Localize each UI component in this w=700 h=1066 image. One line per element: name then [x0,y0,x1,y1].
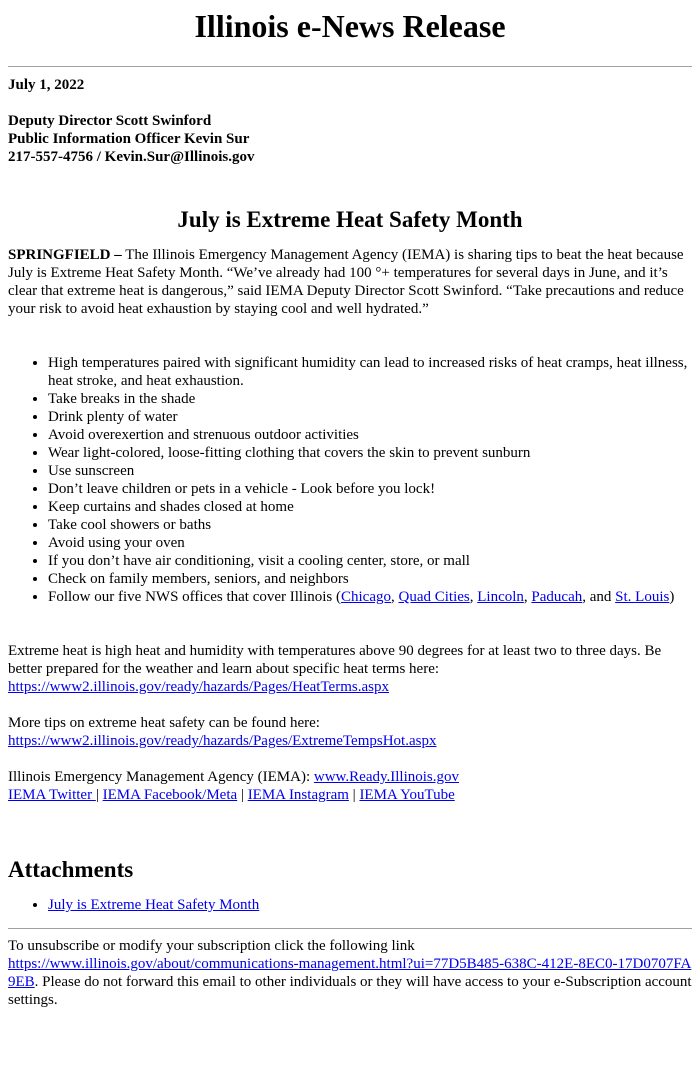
masthead-title: Illinois e-News Release [194,8,506,44]
heat-terms-section [8,642,692,696]
list-item: • Take cool showers or baths [48,516,692,534]
agency-section: Illinois Emergency Management Agency (IEMA): www.Ready.Illinois.gov IEMA Twitter | IEMA Facebook/Meta | IEMA Instagram | IEMA YouTube [8,769,460,803]
nws-lincoln-link[interactable]: Lincoln [477,589,524,605]
list-item: • Wear light-colored, loose-fitting clothing that covers the skin to prevent sunburn [48,444,692,462]
nws-offices-item: • Follow our five NWS offices that cover Illinois (Chicago, Quad Cities, Lincoln, Paducah, and St. Louis) [48,588,692,606]
lead-paragraph [8,246,692,318]
contact-line: Public Information Officer Kevin Sur [8,131,250,147]
ready-illinois-link[interactable]: www.Ready.Illinois.gov [313,769,460,785]
more-tips-text: More tips on extreme heat safety can be found here: [8,715,320,731]
nws-st-louis-link[interactable]: St. Louis [615,589,670,605]
contact-line: Deputy Director Scott Swinford [8,113,212,129]
nws-paducah-link[interactable]: Paducah [531,589,583,605]
list-item: • Check on family members, seniors, and neighbors [48,570,692,588]
iema-twitter-link[interactable]: IEMA Twitter [8,787,96,803]
attachment-link[interactable]: July is Extreme Heat Safety Month [48,897,260,913]
heat-terms-link[interactable]: https://www2.illinois.gov/ready/hazards/Pages/HeatTerms.aspx [8,679,389,695]
unsubscribe-link[interactable]: https://www.illinois.gov/about/communications-management.html?ui=77D5B485-638C-412E-8EC0-17D0707FA9EB [8,956,692,990]
list-item: • Avoid overexertion and strenuous outdoor activities [48,426,692,444]
footer-divider [8,928,692,929]
release-meta [8,76,692,166]
iema-facebook-link[interactable]: IEMA Facebook/Meta [102,787,238,803]
iema-instagram-link[interactable]: IEMA Instagram [247,787,349,803]
footer-note: . Please do not forward this email to other individuals or they will have access to your e-Subscription account settings. [8,974,692,1008]
contact-line: 217-557-4756 / Kevin.Sur@Illinois.gov [8,149,255,165]
nws-quad-cities-link[interactable]: Quad Cities [398,589,470,605]
list-item: • If you don’t have air conditioning, visit a cooling center, store, or mall [48,552,692,570]
list-item: • Take breaks in the shade [48,390,692,408]
footer-text: To unsubscribe or modify your subscription click the following link [8,938,415,954]
nws-chicago-link[interactable]: Chicago [341,589,391,605]
attachments-list [8,896,692,914]
list-item: • Avoid using your oven [48,534,692,552]
iema-youtube-link[interactable]: IEMA YouTube [359,787,455,803]
attachments-heading: Attachments [8,857,134,882]
header-divider [8,66,692,67]
release-date: July 1, 2022 [8,77,85,93]
more-tips-section [8,714,692,750]
list-item: • Don’t leave children or pets in a vehicle - Look before you lock! [48,480,692,498]
extreme-temps-link[interactable]: https://www2.illinois.gov/ready/hazards/Pages/ExtremeTempsHot.aspx [8,733,437,749]
list-item: • Keep curtains and shades closed at home [48,498,692,516]
list-item: • High temperatures paired with significant humidity can lead to increased risks of heat cramps, heat illness, heat stroke, and heat exhaustion. [48,354,692,390]
agency-label: Illinois Emergency Management Agency (IEMA): [8,769,311,785]
heat-tips-list [8,354,692,606]
lead-text: The Illinois Emergency Management Agency (IEMA) is sharing tips to beat the heat because July is Extreme Heat Safety Month. “We’ve already had 100 °+ temperatures for several days in June, and it’s clear that extreme heat is dangerous,” said IEMA Deputy Director Scott Swinford. “Take precautions and reduce your risk to avoid heat exhaustion by staying cool and well hydrated.” [8,247,684,317]
release-headline: July is Extreme Heat Safety Month [177,207,523,232]
unsubscribe-footer [8,937,692,1009]
dateline: SPRINGFIELD – [8,247,122,263]
list-item [48,896,692,914]
list-item: • Drink plenty of water [48,408,692,426]
heat-terms-text: Extreme heat is high heat and humidity with temperatures above 90 degrees for at least two to three days. Be better prepared for the weather and learn about specific heat terms here: [8,643,662,677]
list-item: • Use sunscreen [48,462,692,480]
